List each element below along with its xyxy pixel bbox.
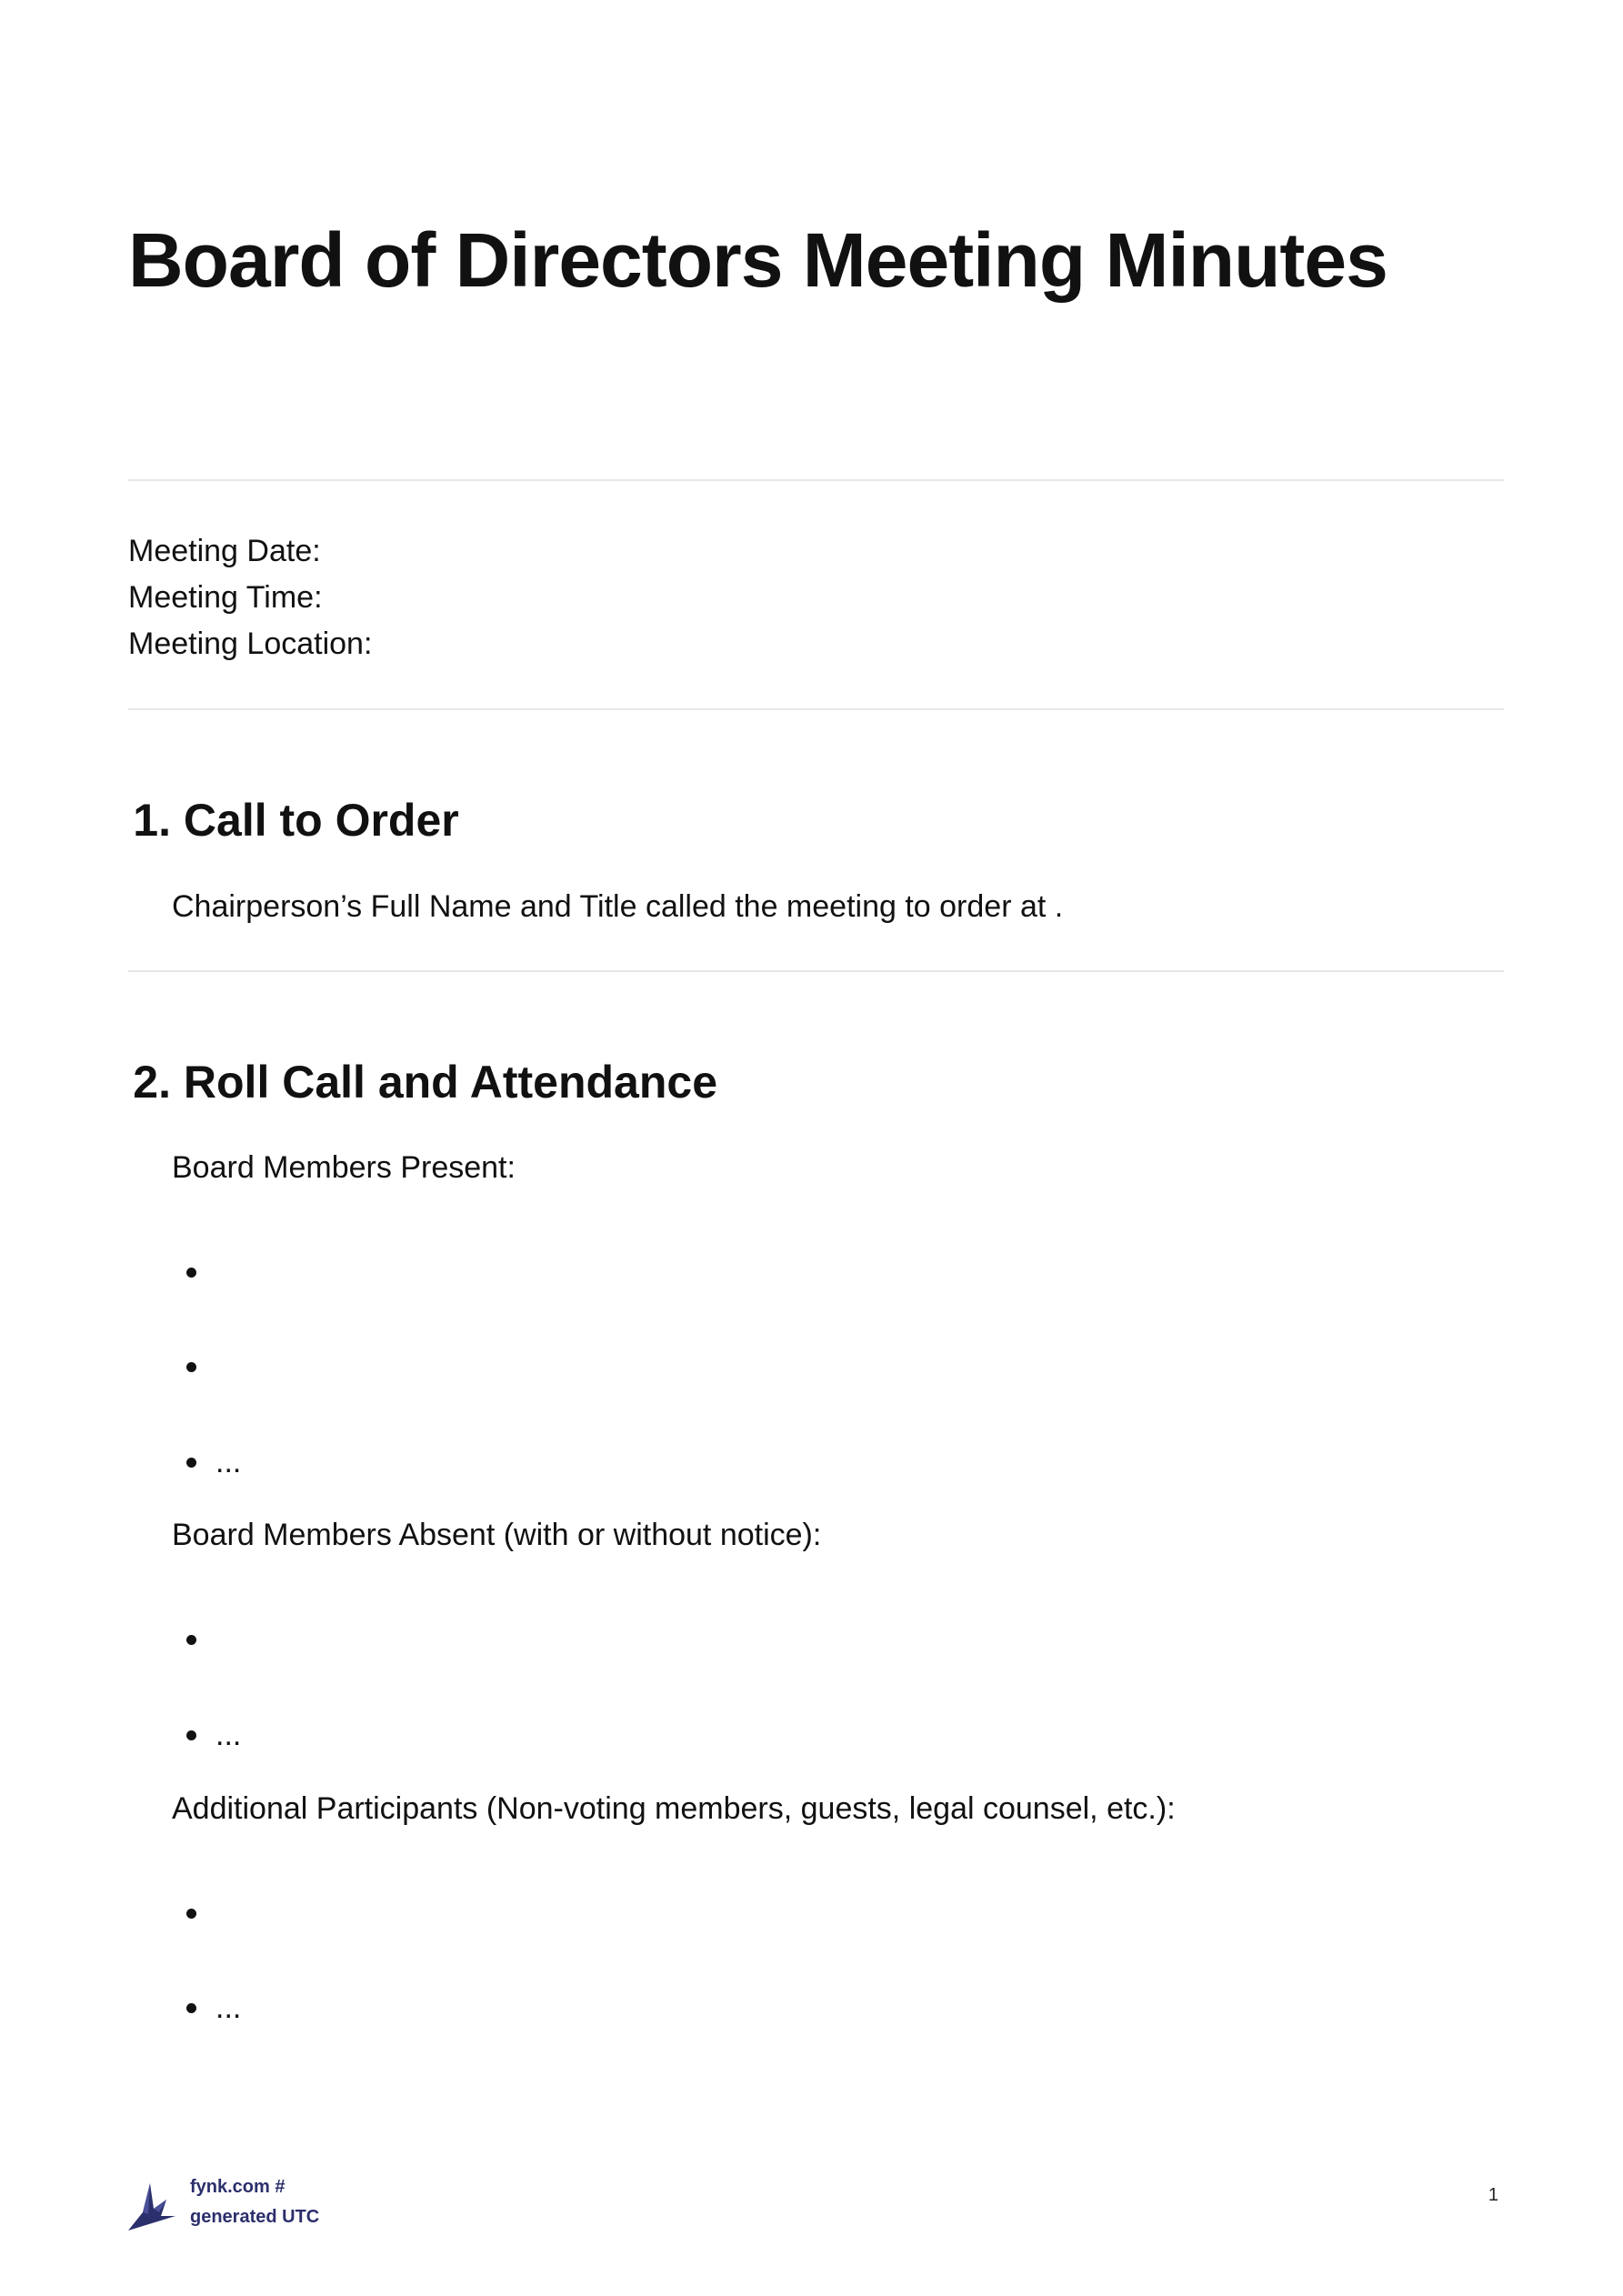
list-item xyxy=(186,1442,241,1482)
list-item-text: ... xyxy=(215,1990,242,2025)
section-number: 1. xyxy=(133,795,171,846)
list-item xyxy=(186,1347,215,1387)
additional-participants-label: Additional Participants (Non-voting members, guests, legal counsel, etc.): xyxy=(172,1791,1176,1826)
bullet-icon xyxy=(186,2003,196,2013)
divider xyxy=(128,708,1504,710)
meeting-date-label: Meeting Date: xyxy=(128,534,321,568)
section-title: Call to Order xyxy=(183,795,459,846)
bullet-icon xyxy=(186,1909,196,1919)
section-heading-roll-call xyxy=(120,1053,717,1111)
document-title: Board of Directors Meeting Minutes xyxy=(128,217,1388,303)
meeting-location-label: Meeting Location: xyxy=(128,627,373,661)
present-label: Board Members Present: xyxy=(172,1150,516,1185)
section-heading-call-to-order xyxy=(125,791,459,849)
list-item xyxy=(186,1715,241,1755)
section-title: Roll Call and Attendance xyxy=(183,1057,718,1108)
list-item xyxy=(186,1893,215,1933)
footer-line-1: fynk.com # xyxy=(190,2177,286,2197)
list-item-text: ... xyxy=(215,1445,242,1479)
bullet-icon xyxy=(186,1458,196,1468)
section-number: 2. xyxy=(133,1057,171,1108)
call-to-order-text: Chairperson’s Full Name and Title called the meeting to order at . xyxy=(172,889,1064,924)
bullet-icon xyxy=(186,1362,196,1372)
bullet-icon xyxy=(186,1268,196,1278)
list-item xyxy=(186,1252,215,1292)
divider xyxy=(128,479,1504,481)
divider xyxy=(128,970,1504,972)
bullet-icon xyxy=(186,1730,196,1740)
fynk-bird-icon xyxy=(126,2176,177,2232)
list-item xyxy=(186,1619,215,1659)
page-number: 1 xyxy=(1488,2185,1498,2205)
list-item xyxy=(186,1988,241,2028)
list-item-text: ... xyxy=(215,1718,242,1752)
bullet-icon xyxy=(186,1635,196,1645)
footer-line-2: generated UTC xyxy=(190,2207,320,2227)
meeting-time-label: Meeting Time: xyxy=(128,580,323,615)
absent-label: Board Members Absent (with or without notice): xyxy=(172,1518,822,1552)
